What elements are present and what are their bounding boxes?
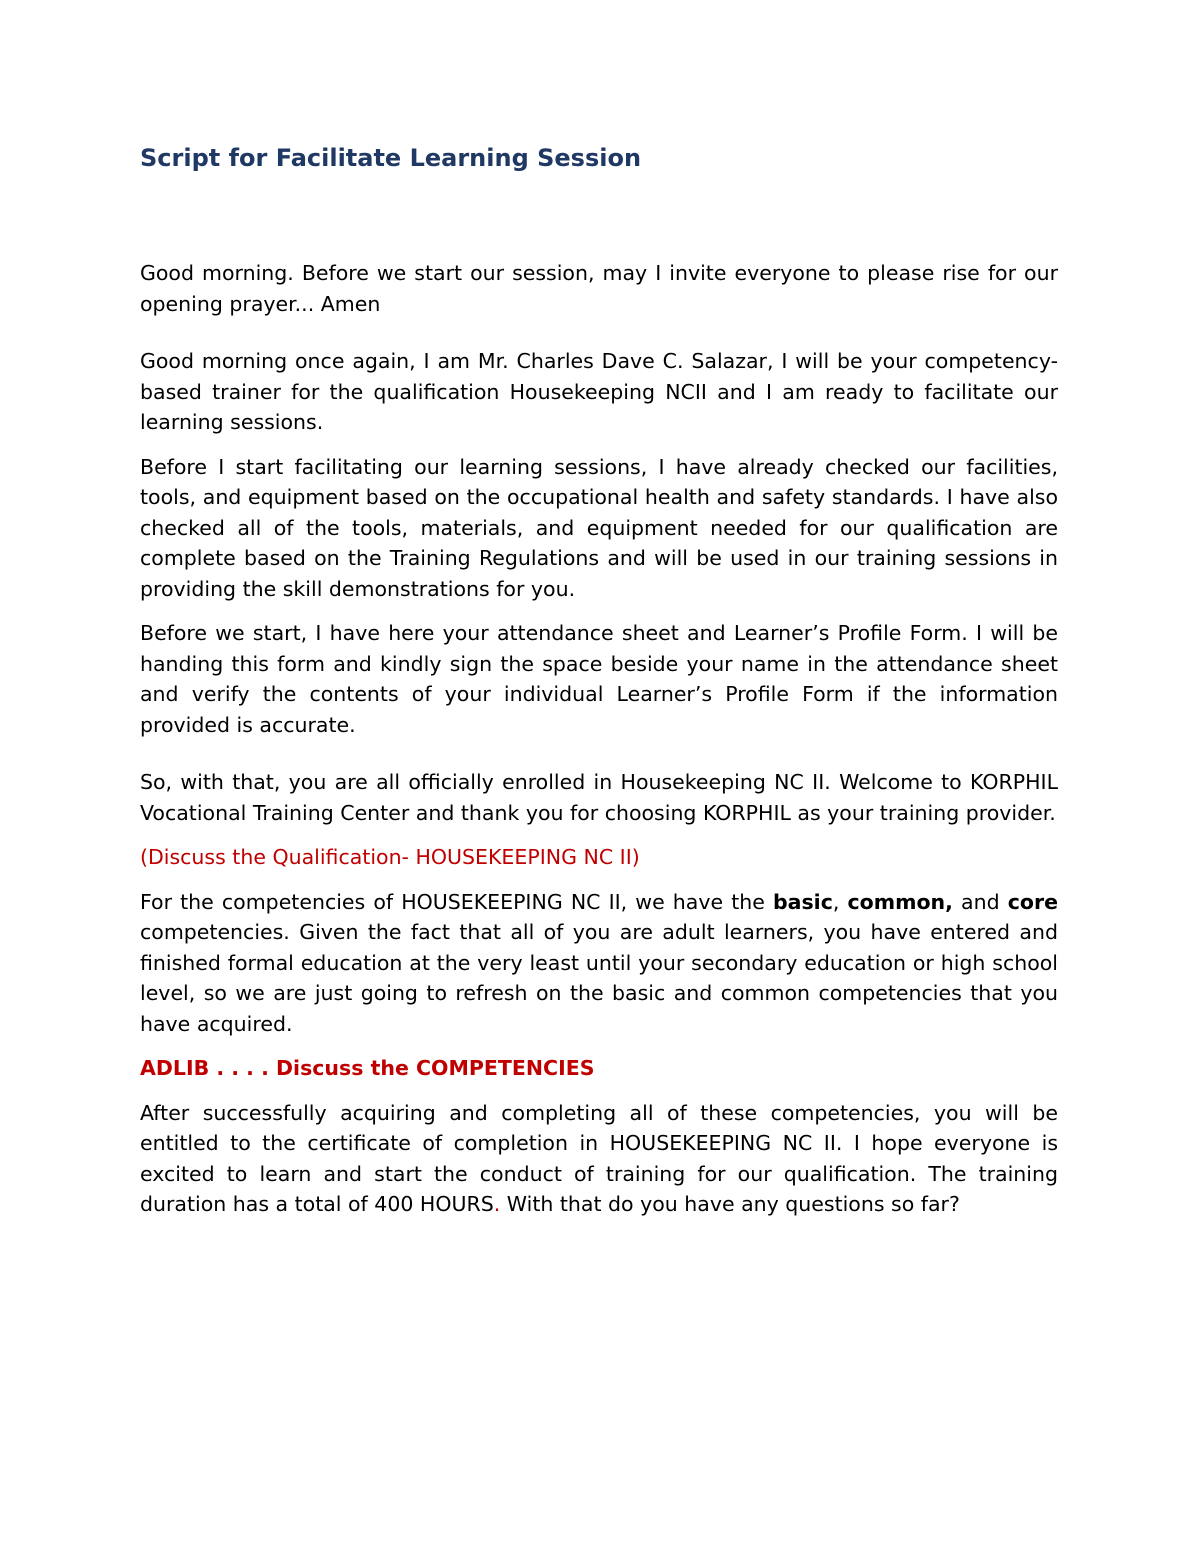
basic-label: basic xyxy=(772,889,833,914)
adlib-heading: ADLIB . . . . Discuss the COMPETENCIES xyxy=(140,1056,595,1080)
document-title: Script for Facilitate Learning Session xyxy=(140,144,642,172)
competencies-text-2: and xyxy=(952,889,1008,914)
paragraph-certificate xyxy=(140,1098,1058,1220)
competencies-text-1: For the competencies of HOUSEKEEPING NC II, we have the xyxy=(140,889,773,914)
document-body xyxy=(140,138,1058,1220)
paragraph-attendance: Before we start, I have here your attendance sheet and Learner’s Profile Form. I will be handing this form and kindly sign the space beside your name in the attendance sheet and verify the contents of your individual Learner’s Profile Form if the information provided is accurate. xyxy=(140,621,1058,737)
common-label: common, xyxy=(847,889,953,914)
certificate-text: After successfully acquiring and completing all of these competencies, you will be entitled to the certificate of completion in HOUSEKEEPING NC II. I hope everyone is excited to learn and start the conduct of training for our qualification. The training duration has a total of 400 HOURS xyxy=(140,1100,1058,1216)
red-period: . xyxy=(493,1192,501,1216)
discuss-qualification-note: (Discuss the Qualification- HOUSEKEEPING NC II) xyxy=(140,845,640,869)
paragraph-facilities-check: Before I start facilitating our learning sessions, I have already checked our facilities, tools, and equipment based on the occupational health and safety standards. I have also checked all of the tools, materials, and equipment needed for our qualification are complete based on the Training Regulations and will be used in our training sessions in providing the skill demonstrations for you. xyxy=(140,454,1058,601)
competencies-separator: , xyxy=(832,889,848,914)
questions-text: With that do you have any questions so far? xyxy=(500,1192,960,1216)
paragraph-trainer-introduction: Good morning once again, I am Mr. Charles Dave C. Salazar, I will be your competency-based trainer for the qualification Housekeeping NCII and I am ready to facilitate our learning sessions. xyxy=(140,349,1058,434)
core-label: core xyxy=(1007,889,1058,914)
paragraph-competencies xyxy=(140,887,1058,1040)
competencies-text-3: competencies. Given the fact that all of you are adult learners, you have entered and finished formal education at the very least until your secondary education or high school level, so we are just going to refresh on the basic and common competencies that you have acquired. xyxy=(140,920,1058,1036)
paragraph-opening-prayer: Good morning. Before we start our session, may I invite everyone to please rise for our opening prayer... Amen xyxy=(140,261,1058,316)
paragraph-enrollment: So, with that, you are all officially enrolled in Housekeeping NC II. Welcome to KORPHIL Vocational Training Center and thank you for choosing KORPHIL as your training provider. xyxy=(140,770,1058,825)
